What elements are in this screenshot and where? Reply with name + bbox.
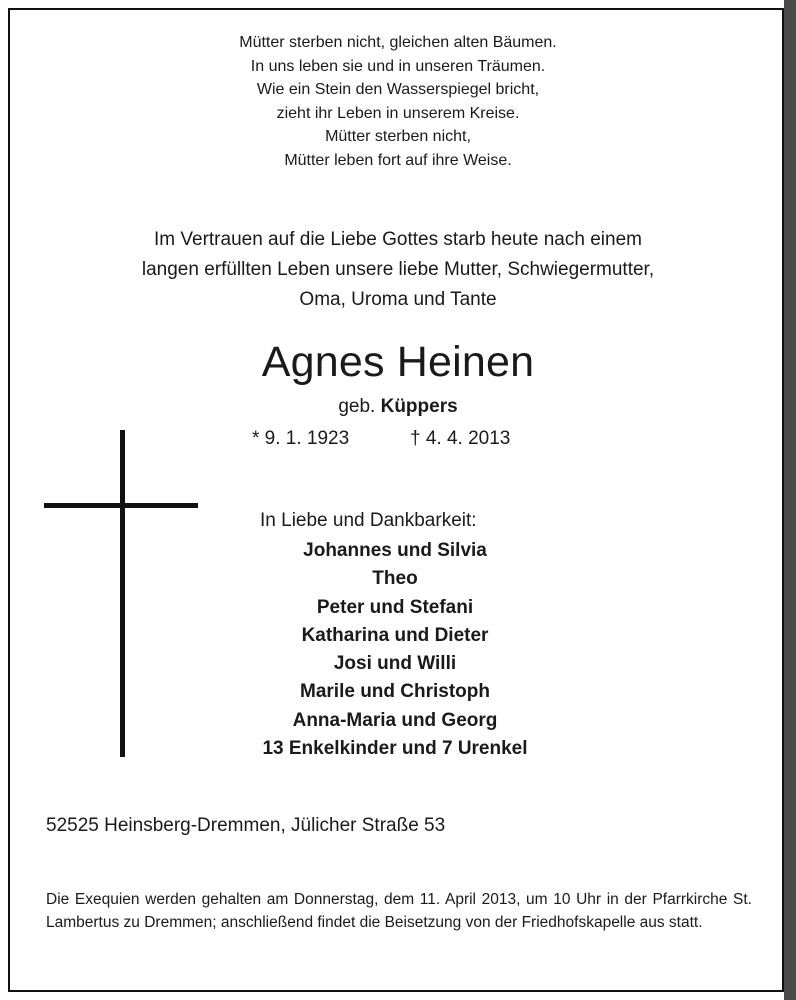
funeral-notice: Die Exequien werden gehalten am Donnerstag, dem 11. April 2013, um 10 Uhr in der Pfarrkirche St. Lambertus zu Dremmen; anschließend findet die Beisetzung von der Friedhofskapelle aus statt. bbox=[46, 891, 752, 931]
family-member: Josi und Willi bbox=[333, 653, 457, 675]
intro-line: Im Vertrauen auf die Liebe Gottes starb heute nach einem bbox=[154, 229, 642, 250]
poem-line: Mütter sterben nicht, gleichen alten Bäumen. bbox=[239, 34, 557, 51]
family-list bbox=[195, 537, 595, 763]
family-member: Johannes und Silvia bbox=[303, 540, 487, 561]
family-member: Marile und Christoph bbox=[300, 681, 490, 703]
born-prefix: geb. bbox=[338, 396, 376, 417]
cross-icon-horizontal bbox=[44, 503, 198, 508]
poem-line: zieht ihr Leben in unserem Kreise. bbox=[276, 104, 520, 122]
family-member: Theo bbox=[372, 568, 418, 590]
poem bbox=[0, 31, 796, 172]
intro-line: Oma, Uroma und Tante bbox=[299, 289, 497, 310]
family-member: Peter und Stefani bbox=[316, 596, 474, 618]
poem-line: Wie ein Stein den Wasserspiegel bricht, bbox=[256, 81, 540, 98]
address: 52525 Heinsberg-Dremmen, Jülicher Straße 53 bbox=[46, 815, 446, 836]
maiden-name-line bbox=[0, 393, 796, 421]
poem-line: In uns leben sie und in unseren Träumen. bbox=[250, 57, 546, 75]
birth-date: * 9. 1. 1923 bbox=[252, 428, 350, 449]
deceased-name: Agnes Heinen bbox=[261, 338, 535, 386]
maiden-name: Küppers bbox=[380, 396, 458, 417]
poem-line: Mütter leben fort auf ihre Weise. bbox=[284, 151, 512, 169]
family-member: Anna-Maria und Georg bbox=[292, 709, 498, 731]
intro-text bbox=[0, 225, 796, 315]
death-date: † 4. 4. 2013 bbox=[410, 428, 511, 449]
cross-icon-vertical bbox=[120, 430, 125, 757]
thanks-heading: In Liebe und Dankbarkeit: bbox=[260, 510, 477, 531]
poem-line: Mütter sterben nicht, bbox=[325, 128, 471, 145]
intro-line: langen erfüllten Leben unsere liebe Mutter, Schwiegermutter, bbox=[141, 259, 655, 280]
family-member: Katharina und Dieter bbox=[301, 624, 489, 646]
family-member: 13 Enkelkinder und 7 Urenkel bbox=[262, 738, 528, 760]
